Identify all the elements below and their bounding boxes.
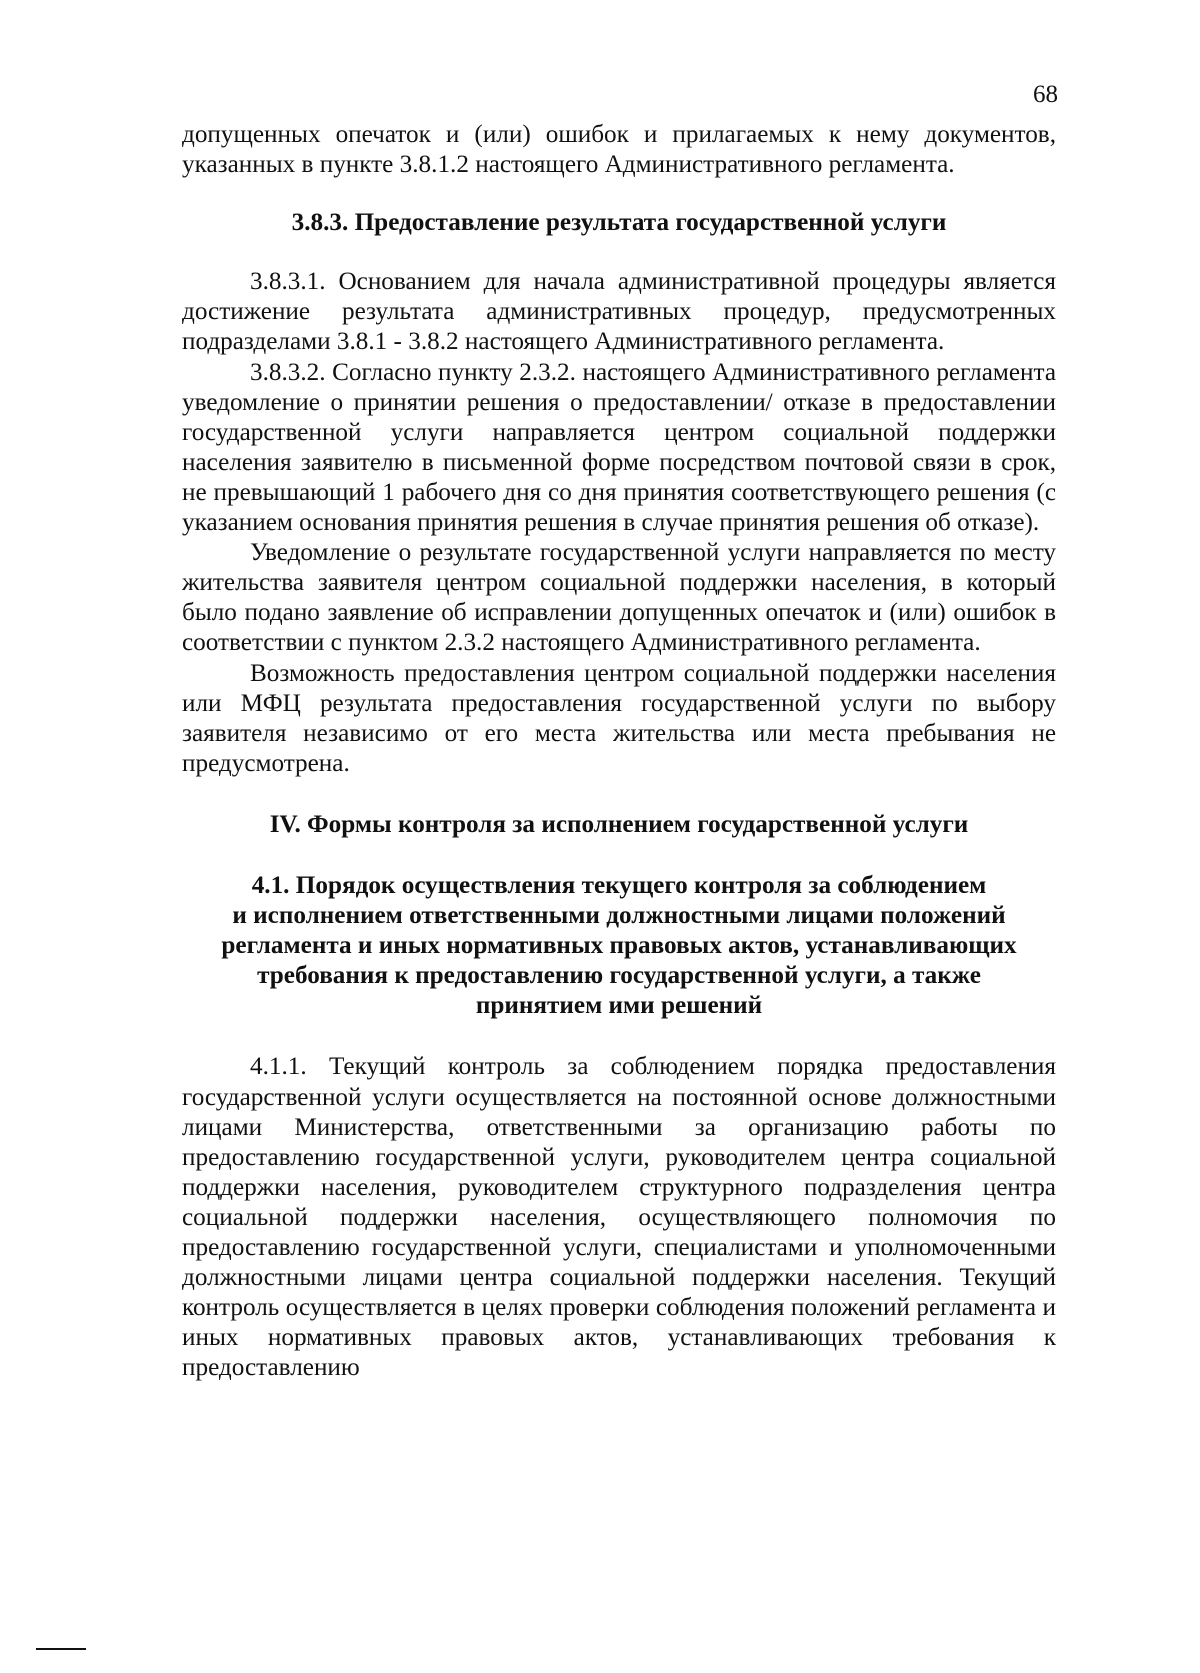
section-heading-iv: IV. Формы контроля за исполнением государственной услуги xyxy=(269,810,969,838)
paragraph-3-8-3-2: 3.8.3.2. Согласно пункту 2.3.2. настоящего Административного регламента уведомление о принятии решения о предоставлении/ отказе в предоставлении государственной услуги направляется центром социальной поддержки населения заявителю в письменной форме посредством почтовой связи в срок, не превышающий 1 рабочего дня со дня принятия соответствующего решения (с указанием основания принятия решения в случае принятия решения об отказе). xyxy=(182,358,1056,537)
heading-line: требования к предоставлению государственной услуги, а также xyxy=(257,962,981,990)
paragraph-3-8-3-1: 3.8.3.1. Основанием для начала административной процедуры является достижение результата административных процедур, предусмотренных подразделами 3.8.1 - 3.8.2 настоящего Административного регламента. xyxy=(182,268,1056,356)
paragraph-notification: Уведомление о результате государственной услуги направляется по месту жительства заявителя центром социальной поддержки населения, в который было подано заявление об исправлении допущенных опечаток и (или) ошибок в соответствии с пунктом 2.3.2 настоящего Административного регламента. xyxy=(182,539,1056,657)
section-heading-3-8-3: 3.8.3. Предоставление результата государственной услуги xyxy=(291,209,947,237)
footer-divider xyxy=(36,1648,86,1650)
page-number: 68 xyxy=(1033,81,1058,108)
heading-line: регламента и иных нормативных правовых актов, устанавливающих xyxy=(221,932,1017,960)
heading-line: 4.1. Порядок осуществления текущего контроля за соблюдением xyxy=(251,871,987,899)
paragraph-4-1-1: 4.1.1. Текущий контроль за соблюдением порядка предоставления государственной услуги осуществляется на постоянной основе должностными лицами Министерства, ответственными за организацию работы по предоставлению государственной услуги, руководителем центра социальной поддержки населения, руководителем структурного подразделения центра социальной поддержки населения, осуществляющего полномочия по предоставлению государственной услуги, специалистами и уполномоченными должностными лицами центра социальной поддержки населения. Текущий контроль осуществляется в целях проверки соблюдения положений регламента и иных нормативных правовых актов, устанавливающих требования к предоставлению xyxy=(182,1053,1056,1382)
heading-line: принятием ими решений xyxy=(475,992,763,1020)
paragraph-possibility: Возможность предоставления центром социальной поддержки населения или МФЦ результата предоставления государственной услуги по выбору заявителя независимо от его места жительства или места пребывания не предусмотрена. xyxy=(182,659,1056,777)
intro-paragraph: допущенных опечаток и (или) ошибок и прилагаемых к нему документов, указанных в пункте 3.8.1.2 настоящего Административного регламента. xyxy=(182,121,1056,179)
heading-line: и исполнением ответственными должностными лицами положений xyxy=(232,902,1006,930)
page-content xyxy=(182,120,1056,1383)
section-heading-4-1 xyxy=(182,871,1056,1021)
